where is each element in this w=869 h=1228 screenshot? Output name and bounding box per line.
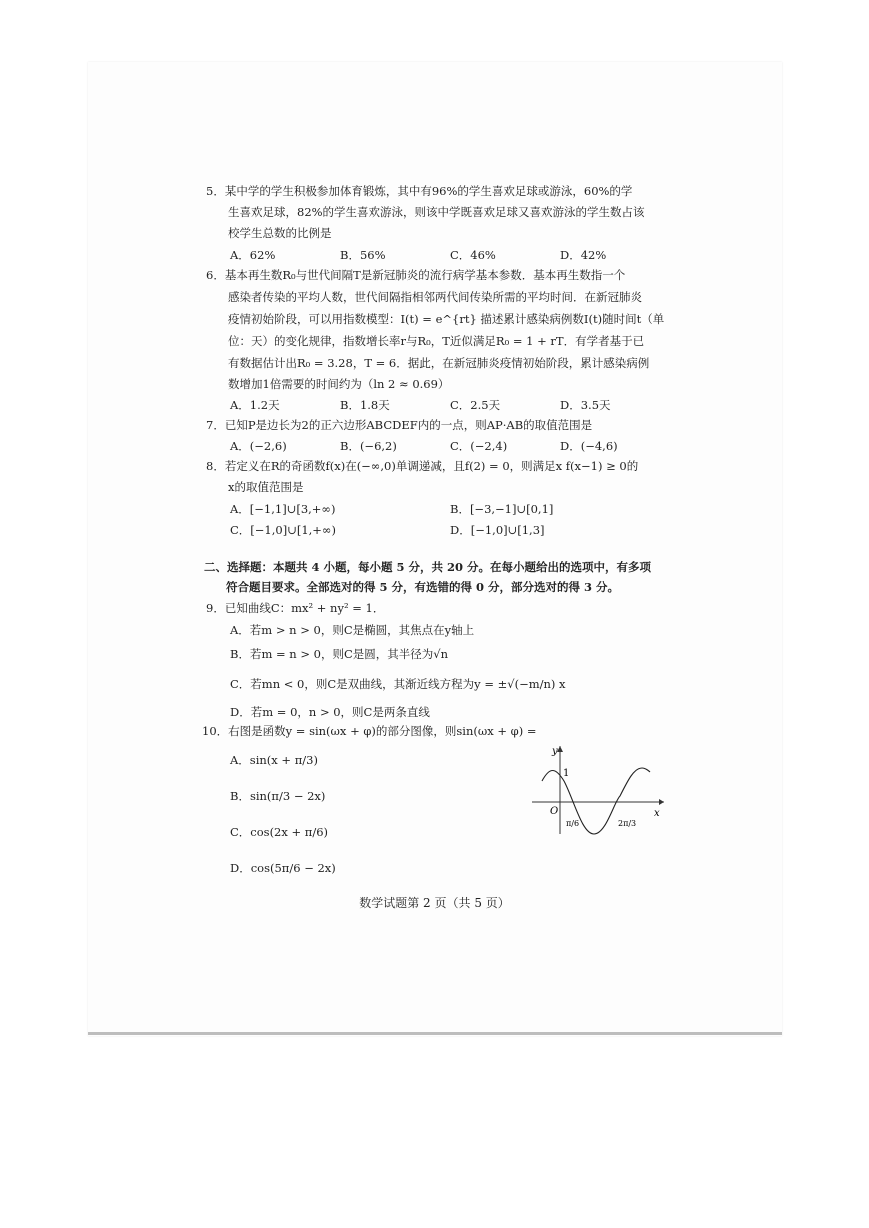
- x-tick-pi-over-6: π/6: [566, 819, 580, 828]
- q5-option-d: D．42%: [560, 248, 607, 262]
- q6-line-5: 有数据估计出R₀ = 3.28，T = 6．据此，在新冠肺炎疫情初始阶段，累计感染病例: [228, 356, 650, 370]
- q8-option-d: D．[−1,0]∪[1,3]: [450, 523, 545, 537]
- q10-sine-graph: [530, 742, 670, 838]
- q6-option-d: D．3.5天: [560, 398, 611, 412]
- q8-option-a: A．[−1,1]∪[3,+∞): [230, 502, 336, 516]
- x-axis-arrow: [659, 799, 664, 805]
- x-tick-2pi-over-3: 2π/3: [618, 819, 637, 828]
- q5-option-b: B．56%: [340, 248, 386, 262]
- page-footer: 数学试题第 2 页（共 5 页）: [359, 896, 510, 910]
- sheet-edge: [88, 1032, 782, 1035]
- q5-line-3: 校学生总数的比例是: [228, 226, 332, 240]
- x-axis-label: x: [654, 808, 660, 819]
- q7-option-a: A．(−2,6): [230, 439, 287, 453]
- q8-line-2: x的取值范围是: [228, 480, 304, 494]
- q5-option-a: A．62%: [230, 248, 276, 262]
- q6-option-b: B．1.8天: [340, 398, 390, 412]
- q6-line-4: 位：天）的变化规律，指数增长率r与R₀，T近似满足R₀ = 1 + rT．有学者基于已: [228, 334, 645, 348]
- q6-option-a: A．1.2天: [230, 398, 280, 412]
- section-2-line-2: 符合题目要求。全部选对的得 5 分，有选错的得 0 分，部分选对的得 3 分。: [226, 580, 620, 594]
- q10-option-d: D．cos(5π/6 − 2x): [230, 861, 336, 875]
- q5-line-2: 生喜欢足球，82%的学生喜欢游泳，则该中学既喜欢足球又喜欢游泳的学生数占该: [228, 205, 645, 219]
- q8-option-b: B．[−3,−1]∪[0,1]: [450, 502, 554, 516]
- q5-option-c: C．46%: [450, 248, 496, 262]
- q9-option-a: A．若m > n > 0，则C是椭圆，其焦点在y轴上: [230, 623, 475, 637]
- y-tick-1: 1: [563, 768, 570, 779]
- q6-line-3: 疫情初始阶段，可以用指数模型：I(t) = e^{rt} 描述累计感染病例数I(t)随时间t（单: [228, 312, 665, 326]
- q6-option-c: C．2.5天: [450, 398, 501, 412]
- q9-option-b: B．若m = n > 0，则C是圆，其半径为√n: [230, 647, 449, 661]
- y-axis-label: y: [552, 746, 558, 757]
- q10-option-c: C．cos(2x + π/6): [230, 825, 329, 839]
- q6-line-2: 感染者传染的平均人数，世代间隔指相邻两代间传染所需的平均时间．在新冠肺炎: [228, 290, 642, 304]
- q5-line-1: 5．某中学的学生积极参加体育锻炼，其中有96%的学生喜欢足球或游泳，60%的学: [206, 184, 633, 198]
- q7-option-c: C．(−2,4): [450, 439, 508, 453]
- q10-stem: 10．右图是函数y = sin(ωx + φ)的部分图像，则sin(ωx + φ) =: [202, 724, 537, 738]
- q9-option-d: D．若m = 0，n > 0，则C是两条直线: [230, 705, 430, 719]
- q9-option-c: C．若mn < 0，则C是双曲线，其渐近线方程为y = ±√(−m/n) x: [230, 677, 566, 691]
- origin-label: O: [550, 806, 559, 817]
- q9-stem: 9．已知曲线C：mx² + ny² = 1．: [206, 601, 385, 615]
- q8-line-1: 8．若定义在R的奇函数f(x)在(−∞,0)单调递减，且f(2) = 0，则满足x f(x−1) ≥ 0的: [206, 459, 639, 473]
- q8-option-c: C．[−1,0]∪[1,+∞): [230, 523, 336, 537]
- q7-option-b: B．(−6,2): [340, 439, 397, 453]
- q10-option-b: B．sin(π/3 − 2x): [230, 789, 326, 803]
- q10-option-a: A．sin(x + π/3): [230, 753, 318, 767]
- q7-stem: 7．已知P是边长为2的正六边形ABCDEF内的一点，则AP·AB的取值范围是: [206, 418, 593, 432]
- y-axis-arrow: [557, 746, 563, 752]
- q6-line-6: 数增加1倍需要的时间约为（ln 2 ≈ 0.69）: [228, 377, 450, 391]
- section-2-line-1: 二、选择题：本题共 4 小题，每小题 5 分，共 20 分。在每小题给出的选项中，有多项: [204, 560, 652, 574]
- q7-option-d: D．(−4,6): [560, 439, 618, 453]
- q6-line-1: 6．基本再生数R₀与世代间隔T是新冠肺炎的流行病学基本参数．基本再生数指一个: [206, 268, 626, 282]
